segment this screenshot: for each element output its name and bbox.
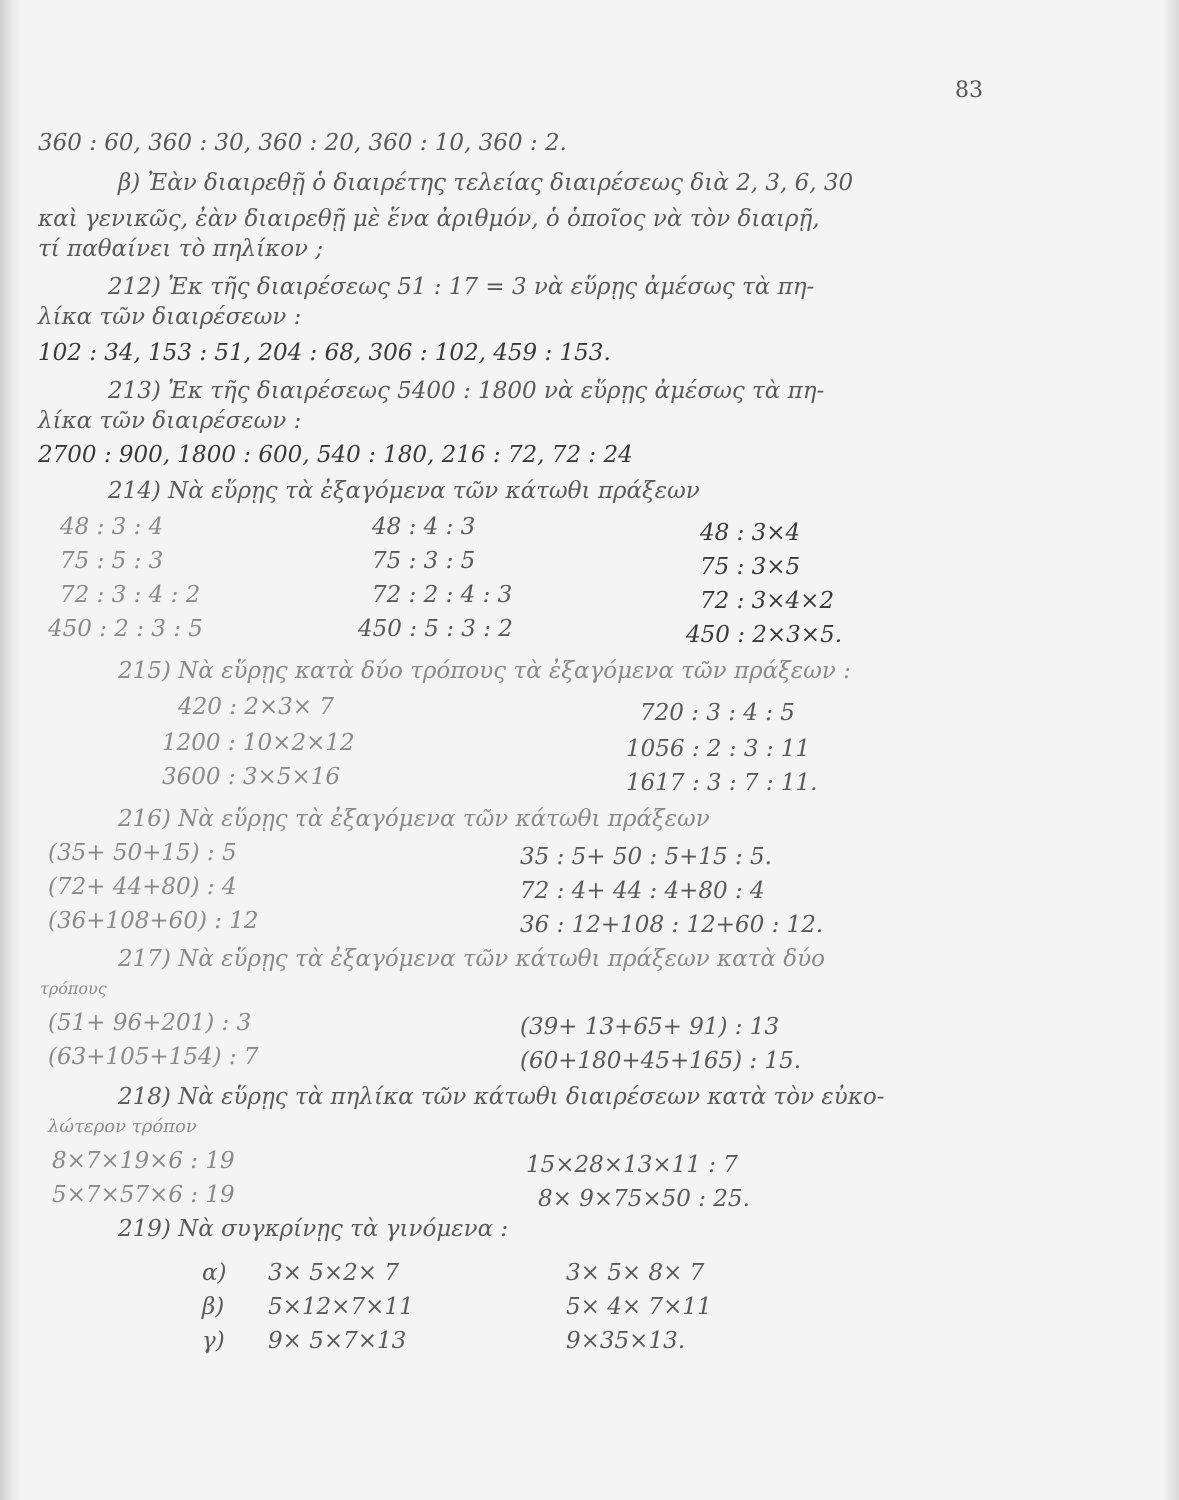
text-line: λώτερον τρόπον bbox=[48, 1116, 197, 1137]
exercise-212-heading: 212) Ἐκ τῆς διαιρέσεως 51 : 17 = 3 νὰ εὕρῃς ἀμέσως τὰ πη- bbox=[108, 274, 815, 300]
math-expression: 420 : 2×3× 7 bbox=[178, 694, 335, 720]
math-expression: 8×7×19×6 : 19 bbox=[52, 1148, 235, 1174]
math-expression: (35+ 50+15) : 5 bbox=[48, 840, 237, 866]
math-expression: 3× 5× 8× 7 bbox=[566, 1260, 705, 1286]
math-expression: 720 : 3 : 4 : 5 bbox=[640, 700, 795, 726]
math-expression: (51+ 96+201) : 3 bbox=[48, 1010, 252, 1036]
math-expression: 48 : 3 : 4 bbox=[60, 514, 164, 540]
math-expression: 1056 : 2 : 3 : 11 bbox=[626, 736, 811, 762]
text-line: 102 : 34, 153 : 51, 204 : 68, 306 : 102, 459 : 153. bbox=[38, 340, 611, 366]
text-line: τρόπους bbox=[40, 979, 107, 998]
math-expression: 450 : 2×3×5. bbox=[686, 622, 843, 648]
exercise-214-heading: 214) Νὰ εὕρῃς τὰ ἐξαγόμενα τῶν κάτωθι πράξεων bbox=[108, 478, 700, 504]
math-expression: 450 : 2 : 3 : 5 bbox=[48, 616, 203, 642]
math-expression: 9× 5×7×13 bbox=[268, 1328, 407, 1354]
text-line: λίκα τῶν διαιρέσεων : bbox=[38, 408, 302, 434]
math-expression: 72 : 4+ 44 : 4+80 : 4 bbox=[520, 878, 765, 904]
exercise-213-heading: 213) Ἐκ τῆς διαιρέσεως 5400 : 1800 νὰ εὕρῃς ἀμέσως τὰ πη- bbox=[108, 378, 825, 404]
math-expression: 75 : 3×5 bbox=[700, 554, 801, 580]
exercise-218-heading: 218) Νὰ εὕρῃς τὰ πηλίκα τῶν κάτωθι διαιρέσεων κατὰ τὸν εὐκο- bbox=[118, 1084, 885, 1110]
page-edge-shadow bbox=[1163, 0, 1179, 1500]
math-expression: 48 : 3×4 bbox=[700, 520, 801, 546]
math-expression: (60+180+45+165) : 15. bbox=[520, 1048, 802, 1074]
text-line: β) Ἐὰν διαιρεθῇ ὁ διαιρέτης τελείας διαιρέσεως διὰ 2, 3, 6, 30 bbox=[118, 170, 854, 196]
text-line: 360 : 60, 360 : 30, 360 : 20, 360 : 10, 360 : 2. bbox=[38, 130, 567, 156]
math-expression: 72 : 2 : 4 : 3 bbox=[372, 582, 513, 608]
exercise-215-heading: 215) Νὰ εὕρῃς κατὰ δύο τρόπους τὰ ἐξαγόμενα τῶν πράξεων : bbox=[118, 658, 851, 684]
math-expression: 15×28×13×11 : 7 bbox=[526, 1152, 738, 1178]
math-expression: 72 : 3×4×2 bbox=[700, 588, 835, 614]
item-label: α) bbox=[202, 1260, 227, 1286]
item-label: γ) bbox=[202, 1328, 225, 1354]
book-spine-shadow bbox=[0, 0, 22, 1500]
exercise-216-heading: 216) Νὰ εὕρῃς τὰ ἐξαγόμενα τῶν κάτωθι πράξεων bbox=[118, 806, 710, 832]
math-expression: 72 : 3 : 4 : 2 bbox=[60, 582, 201, 608]
math-expression: (63+105+154) : 7 bbox=[48, 1044, 259, 1070]
math-expression: 3600 : 3×5×16 bbox=[162, 764, 340, 790]
math-expression: 450 : 5 : 3 : 2 bbox=[358, 616, 513, 642]
exercise-217-heading: 217) Νὰ εὕρῃς τὰ ἐξαγόμενα τῶν κάτωθι πράξεων κατὰ δύο bbox=[118, 946, 825, 972]
math-expression: 1200 : 10×2×12 bbox=[162, 730, 355, 756]
page-number: 83 bbox=[955, 78, 983, 103]
math-expression: (39+ 13+65+ 91) : 13 bbox=[520, 1014, 780, 1040]
text-line: καὶ γενικῶς, ἐὰν διαιρεθῇ μὲ ἕνα ἀριθμόν, ὁ ὁποῖος νὰ τὸν διαιρῇ, bbox=[38, 206, 820, 232]
item-label: β) bbox=[202, 1294, 225, 1320]
math-expression: 5×12×7×11 bbox=[268, 1294, 414, 1320]
math-expression: 5×7×57×6 : 19 bbox=[52, 1182, 235, 1208]
math-expression: 8× 9×75×50 : 25. bbox=[538, 1186, 750, 1212]
text-line: τί παθαίνει τὸ πηλίκον ; bbox=[38, 236, 324, 262]
exercise-219-heading: 219) Νὰ συγκρίνῃς τὰ γινόμενα : bbox=[118, 1216, 509, 1242]
text-line: λίκα τῶν διαιρέσεων : bbox=[38, 304, 302, 330]
math-expression: 35 : 5+ 50 : 5+15 : 5. bbox=[520, 844, 772, 870]
text-line: 2700 : 900, 1800 : 600, 540 : 180, 216 : 72, 72 : 24 bbox=[38, 442, 633, 468]
math-expression: 5× 4× 7×11 bbox=[566, 1294, 712, 1320]
math-expression: 75 : 5 : 3 bbox=[60, 548, 164, 574]
math-expression: 36 : 12+108 : 12+60 : 12. bbox=[520, 912, 824, 938]
math-expression: 75 : 3 : 5 bbox=[372, 548, 476, 574]
math-expression: 48 : 4 : 3 bbox=[372, 514, 476, 540]
math-expression: (72+ 44+80) : 4 bbox=[48, 874, 237, 900]
math-expression: 1617 : 3 : 7 : 11. bbox=[626, 770, 818, 796]
math-expression: 9×35×13. bbox=[566, 1328, 686, 1354]
math-expression: (36+108+60) : 12 bbox=[48, 908, 259, 934]
math-expression: 3× 5×2× 7 bbox=[268, 1260, 399, 1286]
